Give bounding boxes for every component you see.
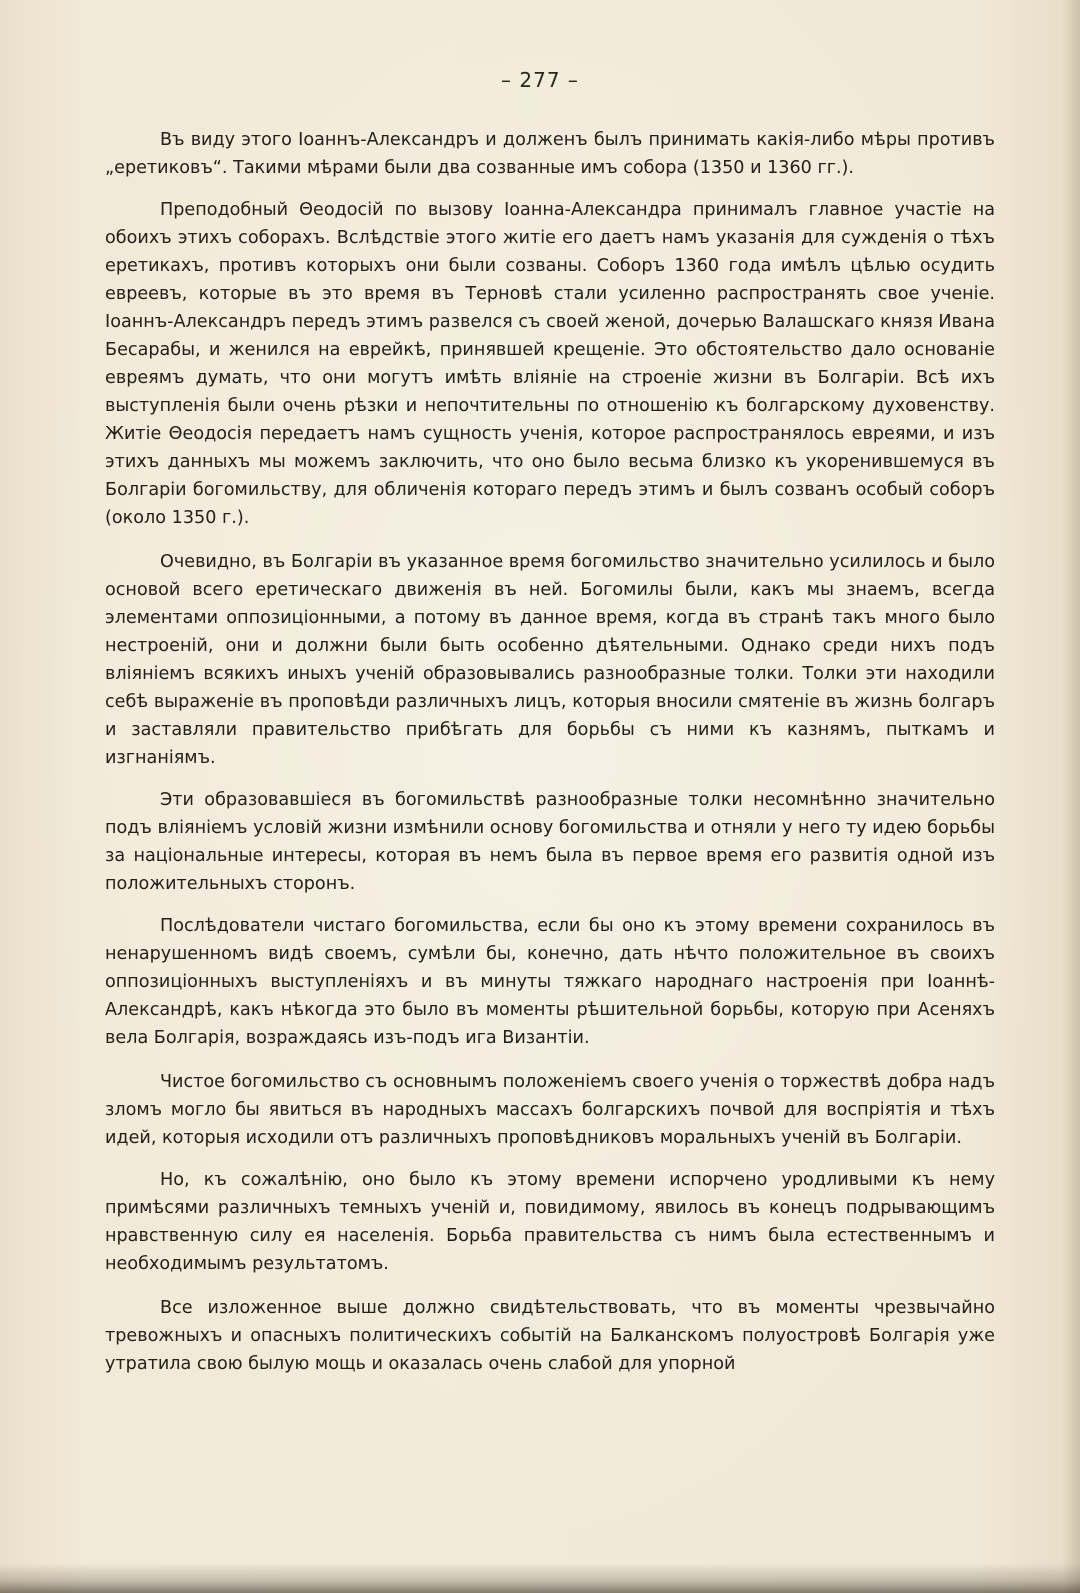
paragraph-6: Чистое богомильство съ основнымъ положеніемъ своего ученія о торжествѣ добра надъ зломъ могло бы явиться въ народныхъ массахъ болгарскихъ почвой для воспріятія и тѣхъ идей, которыя исходили отъ различныхъ проповѣдниковъ моральныхъ ученій въ Болгаріи. bbox=[105, 1072, 995, 1148]
paragraph-1: Въ виду этого Іоаннъ-Александръ и долженъ былъ принимать какія-либо мѣры противъ „еретиковъ“. Такими мѣрами были два созванные имъ собора (1350 и 1360 гг.). bbox=[105, 130, 995, 178]
page-bottom-shadow bbox=[0, 1563, 1080, 1593]
page-number: – 277 – bbox=[501, 68, 579, 92]
paragraph-5: Послѣдователи чистаго богомильства, если бы оно къ этому времени сохранилось въ ненарушенномъ видѣ своемъ, сумѣли бы, конечно, дать нѣчто положительное въ своихъ оппозиціонныхъ выступленіяхъ и въ минуты тяжкаго народнаго настроенія при Іоаннѣ-Александрѣ, какъ нѣкогда это было въ моменты рѣшительной борьбы, которую при Асеняхъ вела Болгарія, возраждаясь изъ-подъ ига Византіи. bbox=[105, 916, 995, 1048]
paragraph-3: Очевидно, въ Болгаріи въ указанное время богомильство значительно усилилось и было основой всего еретическаго движенія въ ней. Богомилы были, какъ мы знаемъ, всегда элементами оппозиціонными, а потому въ данное время, когда въ странѣ такъ много было нестроеній, они и должни были быть особенно дѣятельными. Однако среди нихъ подъ вліяніемъ всякихъ иныхъ ученій образовывались разнообразные толки. Толки эти находили себѣ выраженіе въ проповѣди различныхъ лицъ, которыя вносили смятеніе въ жизнь болгаръ и заставляли правительство прибѣгать для борьбы съ ними къ казнямъ, пыткамъ и изгнаніямъ. bbox=[105, 552, 995, 768]
paragraph-8: Все изложенное выше должно свидѣтельствовать, что въ моменты чрезвычайно тревожныхъ и опасныхъ политическихъ событій на Балканскомъ полуостровѣ Болгарія уже утратила свою былую мощь и оказалась очень слабой для упорной bbox=[105, 1298, 995, 1374]
page-edge-shadow bbox=[1062, 0, 1080, 1593]
body-text bbox=[105, 126, 995, 1392]
paragraph-2: Преподобный Θеодосій по вызову Іоанна-Александра принималъ главное участіе на обоихъ этихъ соборахъ. Вслѣдствіе этого житіе его даетъ намъ указанія для сужденія о тѣхъ еретикахъ, противъ которыхъ они были созваны. Соборъ 1360 года имѣлъ цѣлью осудить евреевъ, которые въ это время въ Терновѣ стали усиленно распространять свое ученіе. Іоаннъ-Александръ передъ этимъ развелся съ своей женой, дочерью Валашскаго князя Ивана Бесарабы, и женился на еврейкѣ, принявшей крещеніе. Это обстоятельство дало основаніе евреямъ думать, что они могутъ имѣть вліяніе на строеніе жизни въ Болгаріи. Всѣ ихъ выступленія были очень рѣзки и непочтительны по отношенію къ болгарскому духовенству. Житіе Θеодосія передаетъ намъ сущность ученія, которое распространялось евреями, и изъ этихъ данныхъ мы можемъ заключить, что оно было весьма близко къ укоренившемуся въ Болгаріи богомильству, для обличенія котораго передъ этимъ и былъ созванъ особый соборъ (около 1350 г.). bbox=[105, 200, 995, 528]
paragraph-4: Эти образовавшіеся въ богомильствѣ разнообразные толки несомнѣнно значительно подъ вліяніемъ условій жизни измѣнили основу богомильства и отняли у него ту идею борьбы за національные интересы, которая въ немъ была въ первое время его развитія одной изъ положительныхъ сторонъ. bbox=[105, 790, 995, 894]
paragraph-7: Но, къ сожалѣнію, оно было къ этому времени испорчено уродливыми къ нему примѣсями различныхъ темныхъ ученій и, повидимому, явилось въ конецъ подрывающимъ нравственную силу ея населенія. Борьба правительства съ нимъ была естественнымъ и необходимымъ результатомъ. bbox=[105, 1170, 995, 1274]
